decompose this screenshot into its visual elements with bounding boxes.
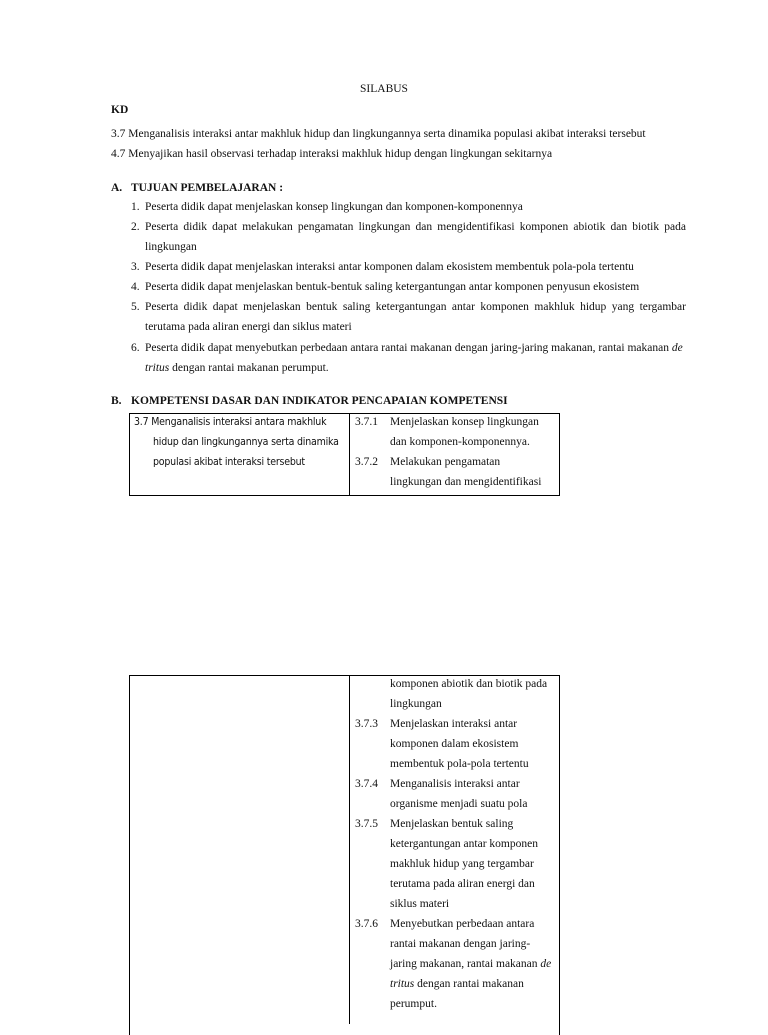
kd-cell-line-2: hidup dan lingkungannya serta dinamika xyxy=(153,436,339,448)
list-item-number: 2. xyxy=(131,221,140,233)
kd-item-3-7: 3.7 Menganalisis interaksi antar makhluk hidup dan lingkungannya serta dinamika populasi akibat interaksi tersebut xyxy=(111,128,646,140)
indicator-line-with-italic xyxy=(390,977,524,991)
objective-6-italic-end: de xyxy=(671,342,683,354)
list-item-number: 1. xyxy=(131,201,140,213)
kd-cell-line-1: 3.7 Menganalisis interaksi antara makhluk xyxy=(134,416,327,428)
indicator-line: Menjelaskan interaksi antar xyxy=(390,718,518,730)
indicator-code: 3.7.1 xyxy=(355,416,378,428)
objective-2-line-2: lingkungan xyxy=(145,241,197,253)
indicator-line: Menganalisis interaksi antar xyxy=(390,778,520,790)
objective-6-text-2: dengan rantai makanan perumput. xyxy=(172,362,329,374)
indicator-continued-line: komponen abiotik dan biotik pada xyxy=(390,678,548,690)
indicator-code: 3.7.6 xyxy=(355,918,378,930)
indicator-line: Melakukan pengamatan xyxy=(390,456,501,468)
indicator-line: dan komponen-komponennya. xyxy=(390,436,530,448)
indicator-line: siklus materi xyxy=(390,898,450,910)
indicator-line: Menjelaskan konsep lingkungan xyxy=(390,416,539,428)
list-item-number: 4. xyxy=(131,281,140,293)
indicator-line: perumput. xyxy=(390,998,437,1010)
objective-6-line-2 xyxy=(145,361,329,375)
indicator-line: komponen dalam ekosistem xyxy=(390,738,519,750)
indicator-line: terutama pada aliran energi dan xyxy=(390,878,535,890)
indicator-line: organisme menjadi suatu pola xyxy=(390,798,528,810)
indicator-code: 3.7.5 xyxy=(355,818,378,830)
objective-5-line-1: Peserta didik dapat menjelaskan bentuk saling ketergantungan antar komponen makhluk hidup yang tergambar xyxy=(145,301,686,313)
objective-4: Peserta didik dapat menjelaskan bentuk-bentuk saling ketergantungan antar komponen penyusun ekosistem xyxy=(145,281,640,293)
objective-2-line-1: Peserta didik dapat melakukan pengamatan lingkungan dan mengidentifikasi komponen abiotik dan biotik pada xyxy=(145,221,686,233)
table-divider xyxy=(349,675,350,1024)
indicator-code: 3.7.4 xyxy=(355,778,378,790)
indicator-code: 3.7.3 xyxy=(355,718,378,730)
indicator-continued-line: lingkungan xyxy=(390,698,442,710)
list-item-number: 6. xyxy=(131,342,140,354)
indicator-line: makhluk hidup yang tergambar xyxy=(390,858,534,870)
italic-term-start: tritus xyxy=(390,978,415,990)
indicator-code: 3.7.2 xyxy=(355,456,378,468)
objective-6-italic-start: tritus xyxy=(145,362,170,374)
objective-6-line-1 xyxy=(145,341,686,355)
kd-cell-line-3: populasi akibat interaksi tersebut xyxy=(153,456,305,468)
indicator-line: Menjelaskan bentuk saling xyxy=(390,818,514,830)
indicator-line-with-italic xyxy=(390,957,551,971)
kd-item-4-7: 4.7 Menyajikan hasil observasi terhadap interaksi makhluk hidup dengan lingkungan sekitarnya xyxy=(111,148,553,160)
indicator-text: jaring makanan, rantai makanan xyxy=(390,958,538,970)
objective-5-line-2: terutama pada aliran energi dan siklus materi xyxy=(145,321,352,333)
kd-heading: KD xyxy=(111,104,129,116)
objective-3: Peserta didik dapat menjelaskan interaksi antar komponen dalam ekosistem membentuk pola-pola tertentu xyxy=(145,261,634,273)
italic-term-end: de xyxy=(540,958,552,970)
indicator-line: ketergantungan antar komponen xyxy=(390,838,538,850)
indicator-text: dengan rantai makanan xyxy=(417,978,524,990)
indicator-line: lingkungan dan mengidentifikasi xyxy=(390,476,542,488)
section-a-letter: A. xyxy=(111,182,123,194)
objective-1: Peserta didik dapat menjelaskan konsep lingkungan dan komponen-komponennya xyxy=(145,201,523,213)
indicator-line: membentuk pola-pola tertentu xyxy=(390,758,529,770)
table-divider xyxy=(349,413,350,496)
indicator-line: Menyebutkan perbedaan antara xyxy=(390,918,535,930)
section-b-letter: B. xyxy=(111,395,122,407)
section-b-heading: KOMPETENSI DASAR DAN INDIKATOR PENCAPAIAN KOMPETENSI xyxy=(131,395,508,407)
document-title: SILABUS xyxy=(360,83,408,95)
list-item-number: 5. xyxy=(131,301,140,313)
indicator-line: rantai makanan dengan jaring- xyxy=(390,938,531,950)
section-a-heading: TUJUAN PEMBELAJARAN : xyxy=(131,182,284,194)
list-item-number: 3. xyxy=(131,261,140,273)
objective-6-text: Peserta didik dapat menyebutkan perbedaan antara rantai makanan dengan jaring-jaring makanan, rantai makanan xyxy=(145,342,669,354)
